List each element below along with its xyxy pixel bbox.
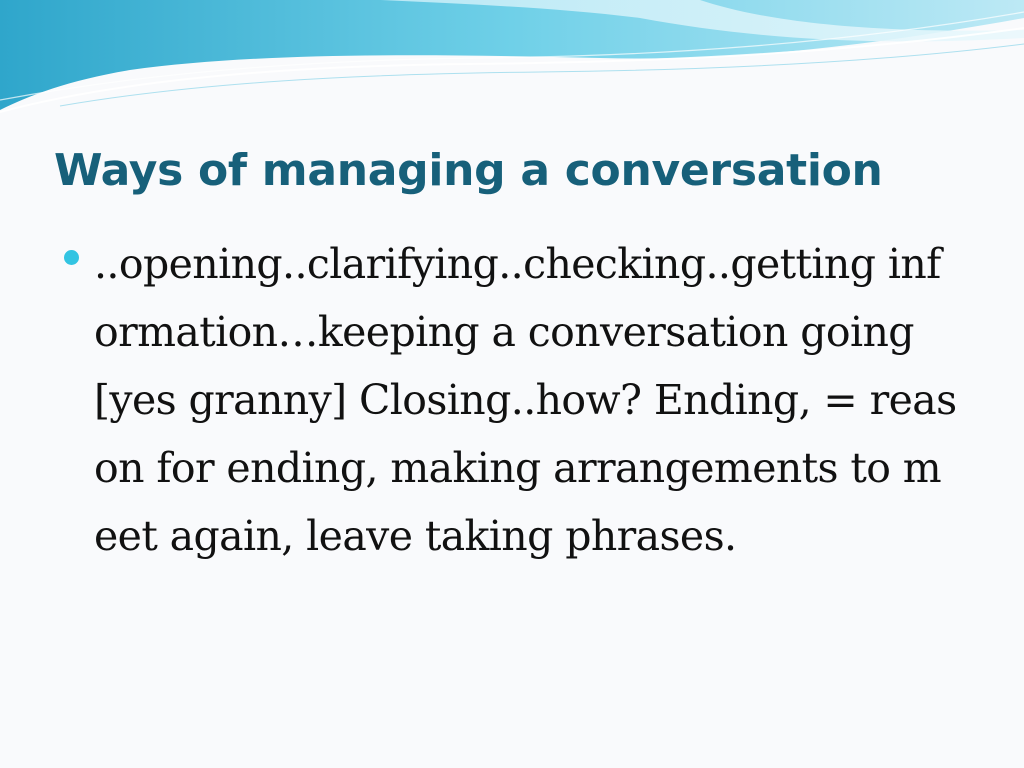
bullet-dot-icon: [64, 250, 79, 265]
bullet-text: ..opening..clarifying..checking..getting information…keeping a conversation going [yes granny] Closing..how? Ending, = reason for ending, making arrangements to meet again, leave taking phrases.: [94, 240, 957, 560]
slide-body: [64, 230, 964, 570]
wave-decoration: [0, 0, 1024, 130]
slide-title: Ways of managing a conversation: [54, 145, 883, 196]
bullet-item: [64, 230, 964, 570]
